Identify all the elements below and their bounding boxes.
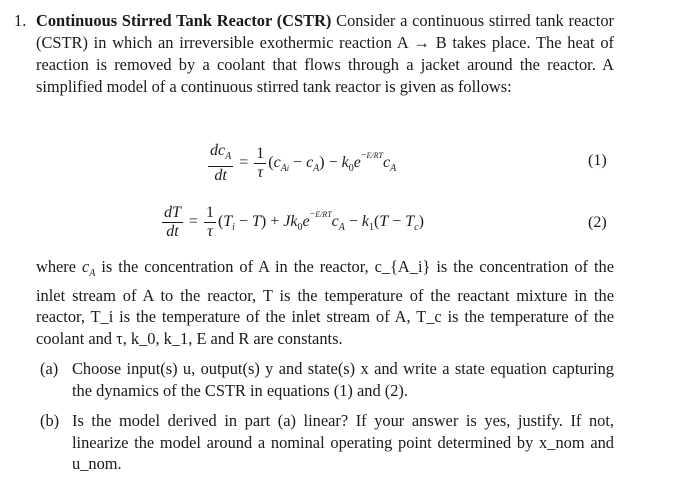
equation-1: $\frac{dc_A}{dt}$ = $\frac{1}{\tau}$ $(c_{Ai} - c_A) - k_0e^{-E/RT}c_A$	[210, 142, 397, 184]
symbol-cA: $c_A$	[82, 257, 96, 279]
problem-title: Continuous Stirred Tank Reactor (CSTR)	[36, 11, 332, 30]
variable-description	[36, 256, 614, 349]
description-lead: where	[36, 257, 77, 276]
description-text: is the concentration of A in the reactor, c_{A_i} is the concentration of the inlet stream of A to the reactor, T is the temperature of the reactant mixture in the reactor, T_i is the temperature of the inlet stream of A, T_c is the temperature of the coolant and τ, k_0, k_1, E and R are constants.	[36, 257, 614, 348]
equation-1-number: (1)	[588, 152, 607, 169]
problem-intro: Consider a continuous stirred tank reactor (CSTR) in which an irreversible exothermic reaction A → B takes place. The heat of reaction is removed by a coolant that flows through a jacket around the reactor. A simplified model of a continuous stirred tank reactor is given as follows:	[36, 11, 614, 96]
part-b	[36, 410, 614, 475]
problem-number: 1.	[14, 11, 27, 30]
part-a-label: (a)	[40, 359, 59, 378]
part-a-text: Choose input(s) u, output(s) y and state(s) x and write a state equation capturing the dynamics of the CSTR in equations (1) and (2).	[72, 359, 614, 400]
equation-2: $\frac{dT}{dt}$ = $\frac{1}{\tau}$ $(T_i - T) + Jk_0e^{-E/RT}c_A - k_1(T - T_c)$	[164, 204, 424, 240]
part-a	[36, 358, 614, 401]
problem-statement	[14, 10, 614, 98]
equation-2-number: (2)	[588, 214, 607, 231]
part-b-label: (b)	[40, 411, 60, 430]
problem-body	[36, 10, 614, 98]
part-b-text: Is the model derived in part (a) linear? If your answer is yes, justify. If not, linearize the model around a nominal operating point determined by x_nom and u_nom.	[72, 411, 614, 473]
